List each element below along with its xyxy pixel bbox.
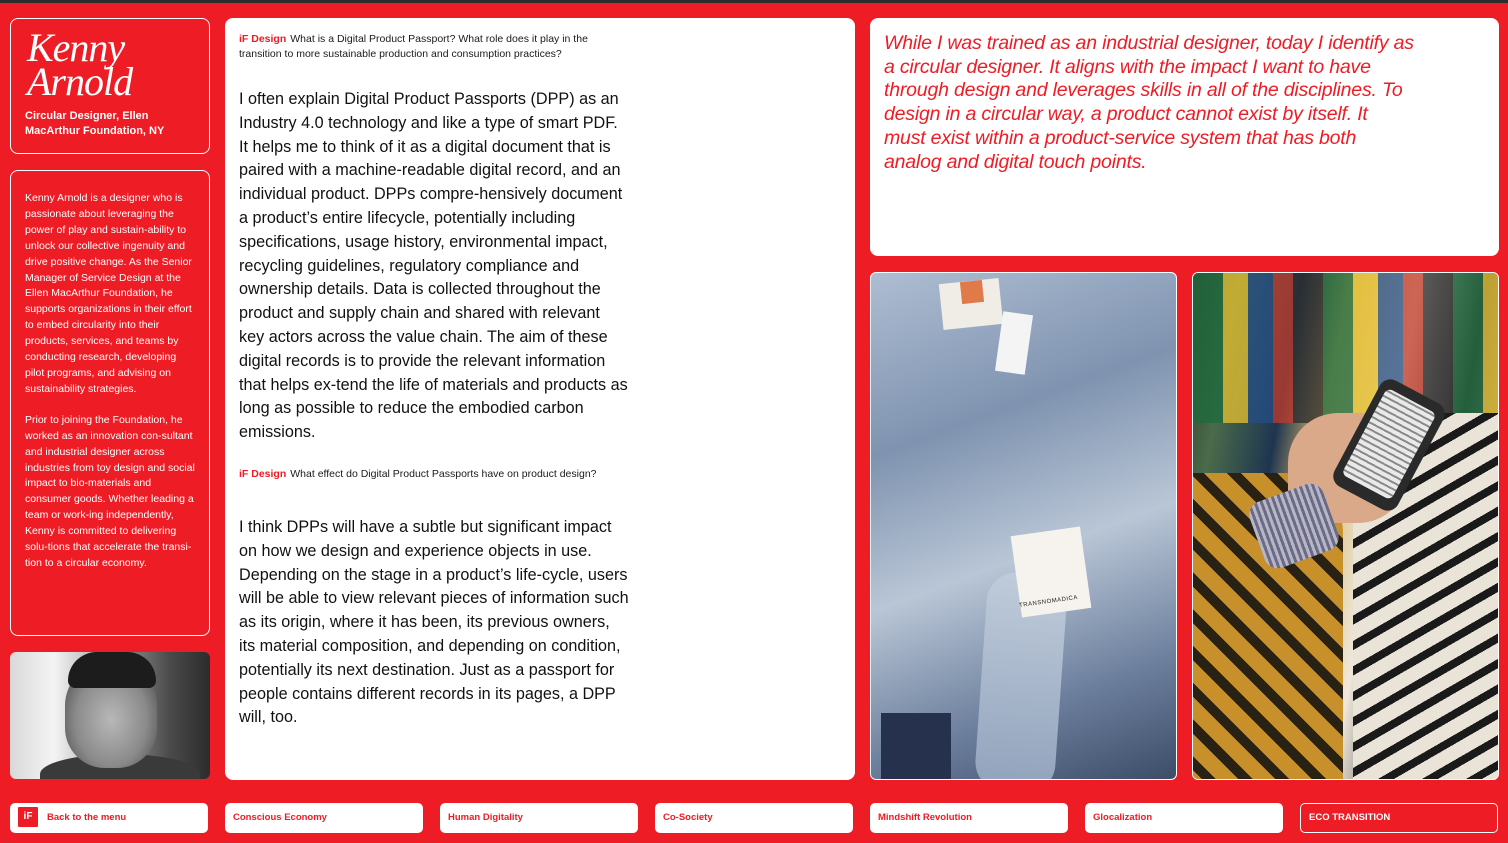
nav-label: Glocalization <box>1093 812 1153 823</box>
jeans-red-patch <box>960 280 984 304</box>
nav-human-digitality[interactable] <box>440 803 638 833</box>
nav-back-to-menu[interactable] <box>10 803 208 833</box>
jeans-hang-tag-text: TRANSNOMADICA <box>1018 594 1079 610</box>
bio-paragraph: Kenny Arnold is a designer who is passionate about leveraging the power of play and sustain-ability to unlock our collective ingenuity and drive positive change. As the Senior Manager of Service Design at the Ellen MacArthur Foundation, he supports organizations in their effort to embed circularity into their products, services, and teams by conducting research, developing pilot programs, and advising on sustainability strategies. <box>25 192 192 395</box>
if-logo-icon: iF <box>18 807 38 827</box>
nav-eco-transition[interactable] <box>1300 803 1498 833</box>
phone-scan-photo <box>1192 272 1499 780</box>
question-tag: iF Design <box>239 467 287 480</box>
answer-2: I think DPPs will have a subtle but significant impact on how we design and experience objects in use. Depending on the stage in a product’s life-cycle, users will be able to view relevant pieces of information such as its origin, where it has been, its previous owners, its material composition, and depending on condition, potentially its next destination. Just as a passport for people contains different records in its pages, a DPP will, too. <box>239 517 629 727</box>
nav-label: Back to the menu <box>47 812 127 823</box>
portrait-hair <box>68 652 156 688</box>
name-card <box>10 18 210 154</box>
nav-label: Human Digitality <box>448 812 523 823</box>
interview-article <box>225 18 855 780</box>
nav-co-society[interactable] <box>655 803 853 833</box>
nav-conscious-economy[interactable] <box>225 803 423 833</box>
answer-1: I often explain Digital Product Passports (DPP) as an Industry 4.0 technology and like a type of smart PDF. It helps me to think of it as a digital document that is paired with a machine-readable digital record, and an individual product. DPPs compre-hensively document a product’s entire lifecycle, potentially including specifications, usage history, environmental impact, recycling guidelines, regulatory compliance and ownership details. Data is collected throughout the product and supply chain and shared with relevant key actors across the value chain. The aim of these digital records is to provide the relevant information that helps ex-tend the life of materials and products as long as possible to reduce the embodied carbon emissions. <box>239 90 628 442</box>
pull-quote: While I was trained as an industrial designer, today I identify as a circular designer. It aligns with the impact I want to have through design and leverages skills in all of the disciplines. To design in a circular way, a product cannot exist by itself. It must exist within a product-service system that has both analog and digital touch points. <box>884 32 1414 173</box>
clothing-rack <box>1193 273 1499 423</box>
question-2 <box>239 467 639 482</box>
question-1-text: What is a Digital Product Passport? What role does it play in the transition to more sustainable production and consumption practices? <box>239 33 588 60</box>
nav-label: Co-Society <box>663 812 713 823</box>
nav-glocalization[interactable] <box>1085 803 1283 833</box>
question-tag: iF Design <box>239 33 287 45</box>
bio-paragraph: Prior to joining the Foundation, he worked as an innovation con-sultant and industrial designer across industries from toy design and social impact to bio-materials and consumer goods. Whether leading a team or work-ing independently, Kenny is committed to delivering solu-tions that accelerate the transi-tion to a circular economy. <box>25 413 195 569</box>
question-2-text: What effect do Digital Product Passports have on product design? <box>290 467 597 480</box>
profile-name-last: Arnold <box>27 59 133 104</box>
profile-role: Circular Designer, Ellen MacArthur Foundation, NY <box>25 110 165 137</box>
nav-label: Mindshift Revolution <box>878 812 972 823</box>
nav-mindshift-revolution[interactable] <box>870 803 1068 833</box>
jeans-photo <box>870 272 1177 780</box>
portrait-photo <box>10 652 210 779</box>
nav-label: ECO TRANSITION <box>1309 812 1391 823</box>
jeans-dark-patch <box>881 713 951 779</box>
top-bar <box>0 0 1508 3</box>
nav-label: Conscious Economy <box>233 812 327 823</box>
quote-card <box>870 18 1499 256</box>
profile-name-first: Kenny <box>27 25 125 70</box>
question-1 <box>239 32 629 62</box>
bio-card <box>10 170 210 636</box>
